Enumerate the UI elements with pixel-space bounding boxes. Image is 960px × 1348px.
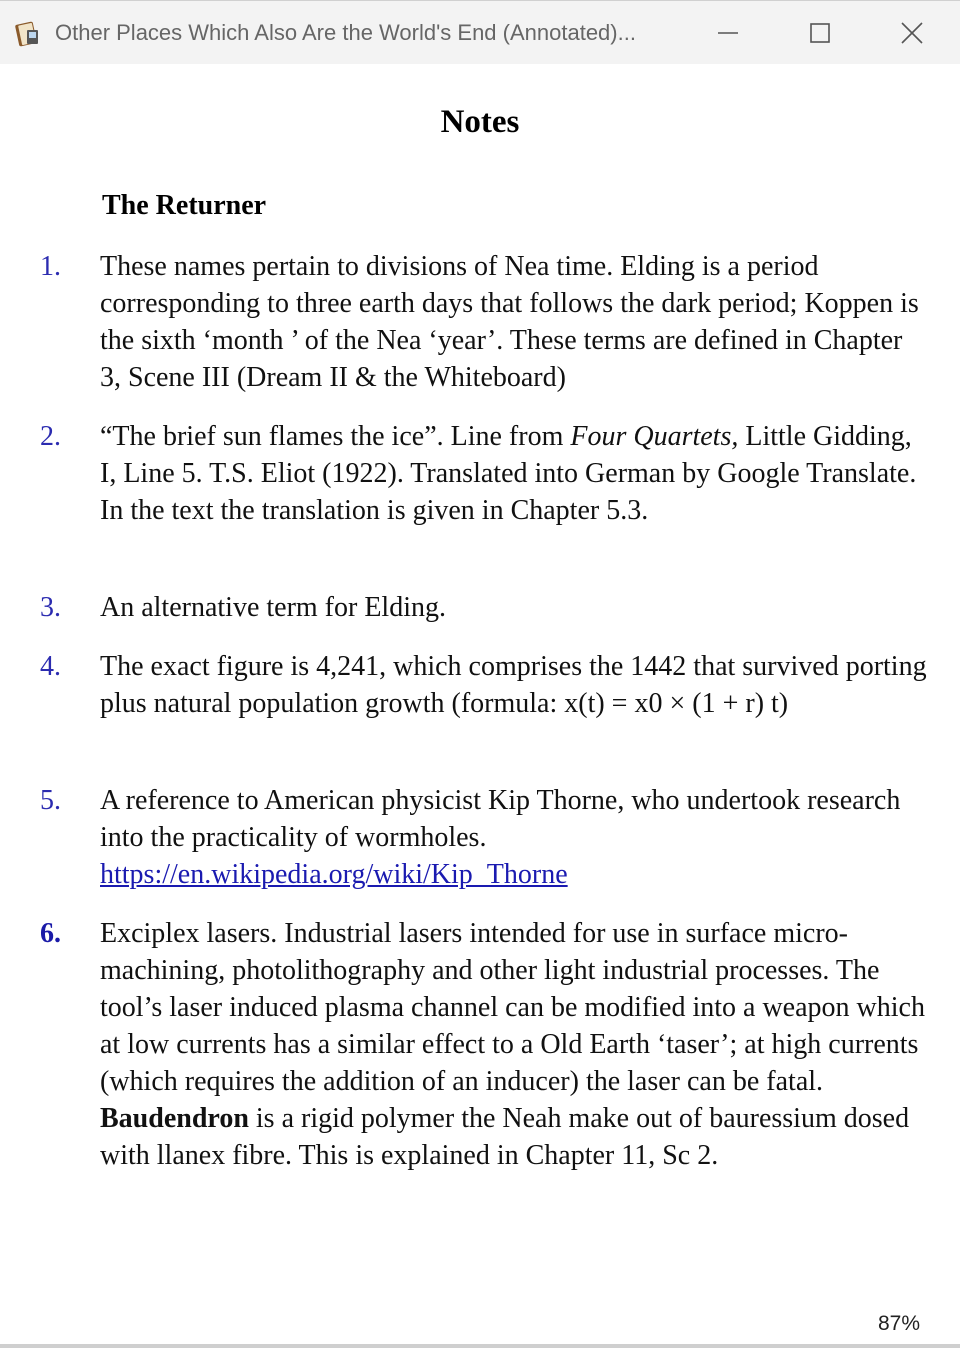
zoom-level: 87% bbox=[877, 1312, 920, 1335]
window-bottom-border bbox=[0, 1344, 960, 1348]
note-number[interactable]: 4. bbox=[40, 651, 61, 682]
close-button[interactable] bbox=[882, 11, 942, 55]
wikipedia-link[interactable]: https://en.wikipedia.org/wiki/Kip_Thorne bbox=[100, 859, 568, 890]
window-title: Other Places Which Also Are the World's End (Annotated)... bbox=[55, 20, 636, 45]
note-text bbox=[100, 418, 930, 529]
maximize-icon bbox=[808, 21, 832, 45]
note-text-run: A reference to American physicist Kip Thorne, who undertook research into the practicality of wormholes. bbox=[100, 785, 901, 853]
close-icon bbox=[900, 21, 924, 45]
note-number[interactable]: 1. bbox=[40, 251, 61, 282]
note-bold-term: Baudendron bbox=[100, 1103, 249, 1134]
note-number[interactable]: 2. bbox=[40, 421, 61, 452]
note-text-run: Exciplex lasers. Industrial lasers intended for use in surface micro-machining, photolithography and other light industrial processes. The tool’s laser induced plasma channel can be modified into a weapon which at low currents has a similar effect to a Old Earth ‘taser’; at high currents (which requires the addition of an inducer) the laser can be fatal. bbox=[100, 918, 925, 1097]
note-text-run: The exact figure is 4,241, which comprises the 1442 that survived porting plus natural population growth (formula: x(t) = x0 × (1 + r) t) bbox=[100, 651, 927, 719]
note-text bbox=[100, 782, 930, 893]
minimize-icon bbox=[716, 21, 740, 45]
note-number-active[interactable]: 6. bbox=[40, 918, 61, 949]
note-text bbox=[100, 915, 930, 1174]
note-text bbox=[100, 648, 930, 722]
minimize-button[interactable] bbox=[698, 11, 758, 55]
maximize-button[interactable] bbox=[790, 11, 850, 55]
page-heading: Notes bbox=[440, 104, 520, 140]
note-text-run: is a rigid polymer the Neah make out of bauressium dosed with llanex fibre. This is explained in Chapter 11, Sc 2. bbox=[100, 1103, 910, 1171]
reader-content[interactable] bbox=[0, 64, 960, 1348]
note-text-run: Little Gidding, I, Line 5. T.S. Eliot (1922). Translated into German by Google Translate. In the text the translation is given in Chapter 5.3. bbox=[100, 421, 917, 526]
note-number[interactable]: 5. bbox=[40, 785, 61, 816]
note-text-run: An alternative term for Elding. bbox=[100, 592, 446, 623]
book-app-icon[interactable] bbox=[14, 20, 42, 48]
note-italic-title: Four Quartets, bbox=[570, 421, 739, 452]
note-number[interactable]: 3. bbox=[40, 592, 61, 623]
note-text bbox=[100, 248, 930, 396]
note-text bbox=[100, 589, 930, 626]
title-bar bbox=[0, 0, 960, 64]
note-text-run: These names pertain to divisions of Nea time. Elding is a period corresponding to three earth days that follows the dark period; Koppen is the sixth ‘month ’ of the Nea ‘year’. These terms are defined in Chapter 3, Scene III (Dream II & the Whiteboard) bbox=[100, 251, 919, 393]
section-title: The Returner bbox=[102, 190, 267, 221]
note-text-run: “The brief sun flames the ice”. Line from bbox=[100, 421, 571, 452]
